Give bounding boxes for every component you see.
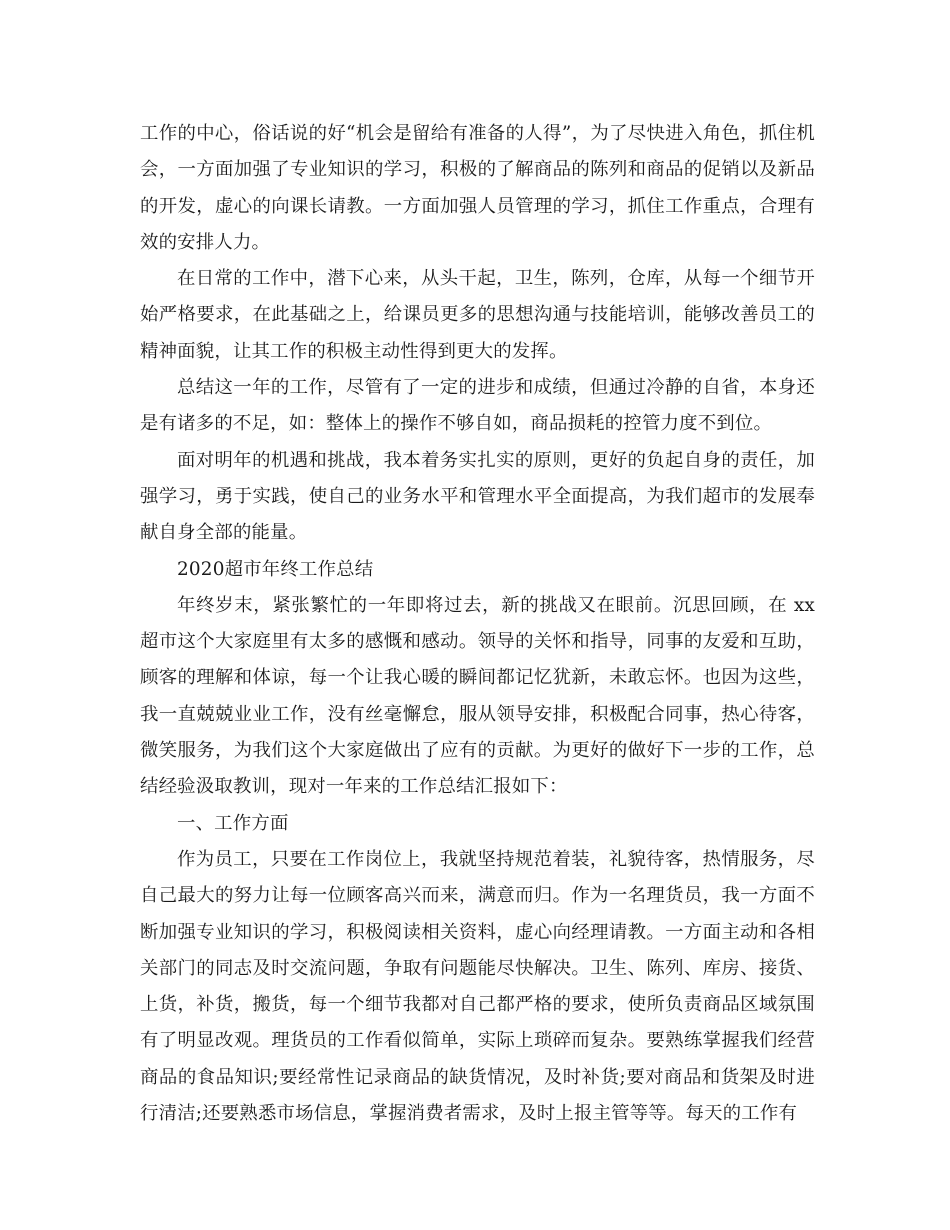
paragraph-1: 工作的中心，俗话说的好“机会是留给有准备的人得”，为了尽快进入角色，抓住机会，一方面加强了专业知识的学习，积极的了解商品的陈列和商品的促销以及新品的开发，虚心的向课长请教。一方面加强人员管理的学习，抓住工作重点，合理有效的安排人力。 xyxy=(140,123,815,253)
paragraph-5: 年终岁末，紧张繁忙的一年即将过去，新的挑战又在眼前。沉思回顾，在 xx 超市这个大家庭里有太多的感慨和感动。领导的关怀和指导，同事的友爱和互助，顾客的理解和体谅，每一个让我心暖的瞬间都记忆犹新，未敢忘怀。也因为这些，我一直兢兢业业工作，没有丝毫懈怠，服从领导安排，积极配合同事，热心待客，微笑服务，为我们这个大家庭做出了应有的贡献。为更好的做好下一步的工作，总结经验汲取教训，现对一年来的工作总结汇报如下： xyxy=(140,594,822,798)
document-body xyxy=(140,116,822,1132)
paragraph-4: 面对明年的机遇和挑战，我本着务实扎实的原则，更好的负起自身的责任，加强学习，勇于实践，使自己的业务水平和管理水平全面提高，为我们超市的发展奉献自身全部的能量。 xyxy=(140,449,815,544)
paragraph-2: 在日常的工作中，潜下心来，从头干起，卫生，陈列，仓库，从每一个细节开始严格要求，在此基础之上，给课员更多的思想沟通与技能培训，能够改善员工的精神面貌，让其工作的积极主动性得到更大的发挥。 xyxy=(140,268,815,362)
paragraph-3: 总结这一年的工作，尽管有了一定的进步和成绩，但通过冷静的自省，本身还是有诸多的不足，如：整体上的操作不够自如，商品损耗的控管力度不到位。 xyxy=(140,377,815,435)
section-title: 2020超市年终工作总结 xyxy=(177,558,374,580)
paragraph-6: 作为员工，只要在工作岗位上，我就坚持规范着装，礼貌待客，热情服务，尽自己最大的努力让每一位顾客高兴而来，满意而归。作为一名理货员，我一方面不断加强专业知识的学习，积极阅读相关资料，虚心向经理请教。一方面主动和各相关部门的同志及时交流问题，争取有问题能尽快解决。卫生、陈列、库房、接货、上货，补货，搬货，每一个细节我都对自己都严格的要求，使所负责商品区域氛围有了明显改观。理货员的工作看似简单，实际上琐碎而复杂。要熟练掌握我们经营商品的食品知识;要经常性记录商品的缺货情况，及时补货;要对商品和货架及时进行清洁;还要熟悉市场信息，掌握消费者需求，及时上报主管等等。每天的工作有 xyxy=(140,848,815,1125)
subheading-work: 一、工作方面 xyxy=(177,812,289,834)
